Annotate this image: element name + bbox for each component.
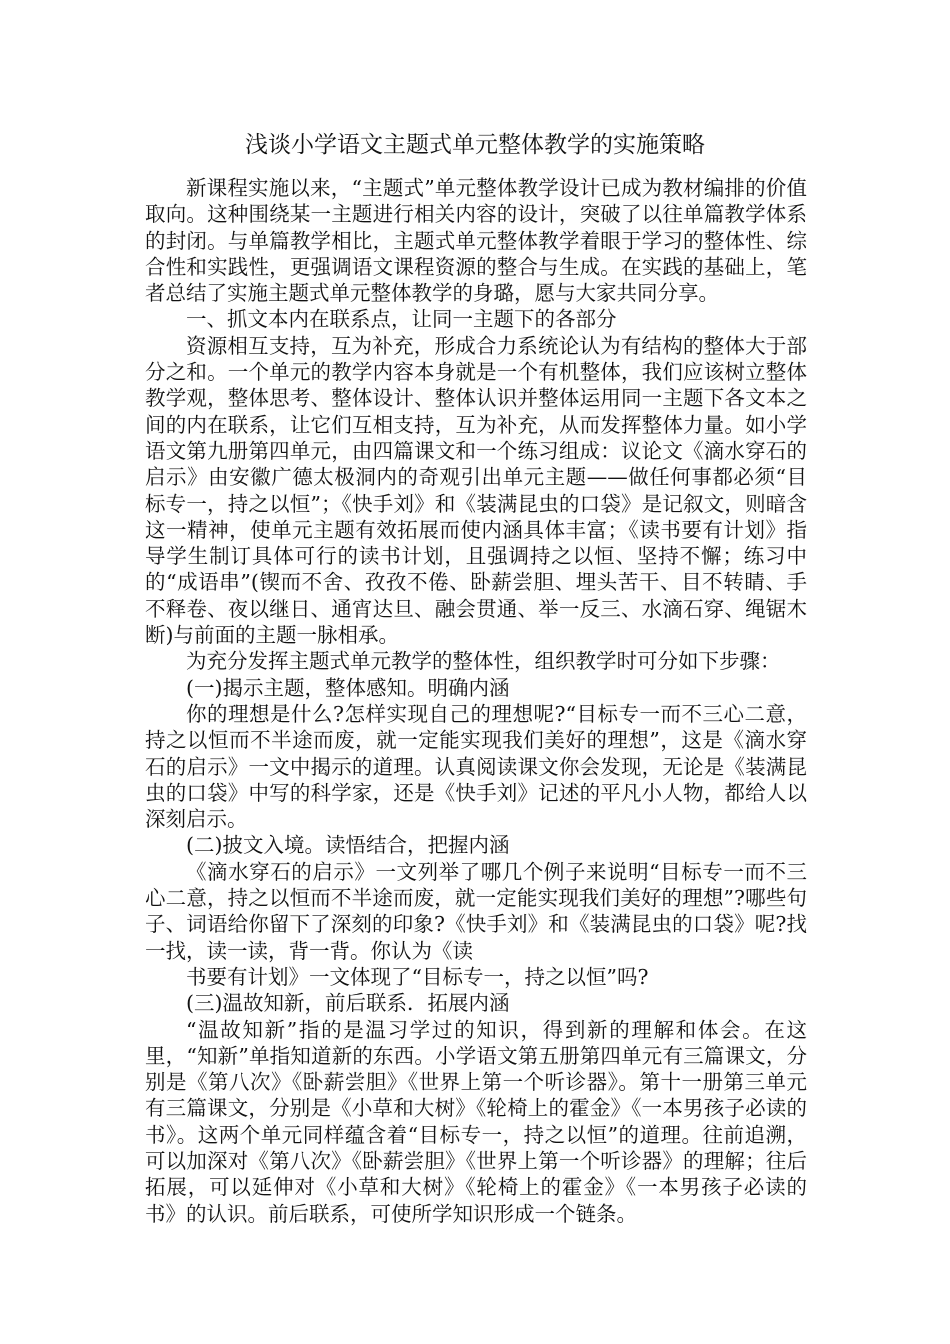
section-heading-1: 一、抓文本内在联系点，让同一主题下的各部分 xyxy=(186,307,617,332)
document-title: 浅谈小学语文主题式单元整体教学的实施策略 xyxy=(245,132,705,158)
paragraph-section-1: 资源相互支持，互为补充，形成合力系统论认为有结构的整体大于部分之和。一个单元的教学内容本身就是一个有机整体，我们应该树立整体教学观，整体思考、整体设计、整体认识并整体运用同一主题下各文本之间的内在联系，让它们互相支持，互为补充，从而发挥整体力量。如小学语文第九册第四单元，由四篇课文和一个练习组成：议论文《滴水穿石的启示》由安徽广德太极洞内的奇观引出单元主题——做任何事都必须“目标专一，持之以恒”；《快手刘》和《装满昆虫的口袋》是记叙文，则暗含这一精神，使单元主题有效拓展而使内涵具体丰富；《读书要有计划》指导学生制订具体可行的读书计划，且强调持之以恒、坚持不懈；练习中的“成语串”(锲而不舍、孜孜不倦、卧薪尝胆、埋头苦干、目不转睛、手不释卷、夜以继日、通宵达旦、融会贯通、举一反三、水滴石穿、绳锯木断)与前面的主题一脉相承。 xyxy=(145,333,807,648)
paragraph-step-1: 你的理想是什么?怎样实现自己的理想呢?“目标专一而不三心二意，持之以恒而不半途而废，就一定能实现我们美好的理想”，这是《滴水穿石的启示》一文中揭示的道理。认真阅读课文你会发现，无论是《装满昆虫的口袋》中写的科学家，还是《快手刘》记述的平凡小人物，都给人以深刻启示。 xyxy=(145,701,807,832)
document-body xyxy=(145,175,807,1227)
paragraph-step-2: 《滴水穿石的启示》一文列举了哪几个例子来说明“目标专一而不三心二意，持之以恒而不半途而废，就一定能实现我们美好的理想”?哪些句子、词语给你留下了深刻的印象?《快手刘》和《装满昆虫的口袋》呢?找一找，读一读，背一背。你认为《读 xyxy=(145,859,807,963)
paragraph-intro: 新课程实施以来，“主题式”单元整体教学设计已成为教材编排的价值取向。这种围绕某一主题进行相关内容的设计，突破了以往单篇教学体系的封闭。与单篇教学相比，主题式单元整体教学着眼于学习的整体性、综合性和实践性，更强调语文课程资源的整合与生成。在实践的基础上，笔者总结了实施主题式单元整体教学的身璐，愿与大家共同分享。 xyxy=(145,176,807,306)
step-heading-1: (一)揭示主题，整体感知。明确内涵 xyxy=(186,675,510,700)
paragraph-steps-intro: 为充分发挥主题式单元教学的整体性，组织教学时可分如下步骤： xyxy=(186,649,781,674)
step-heading-3: (三)温故知新，前后联系．拓展内涵 xyxy=(186,991,510,1016)
paragraph-step-3: “温故知新”指的是温习学过的知识，得到新的理解和体会。在这里，“知新”单指知道新的东西。小学语文第五册第四单元有三篇课文，分别是《第八次》《卧薪尝胆》《世界上第一个听诊器》。第十一册第三单元有三篇课文，分别是《小草和大树》《轮椅上的霍金》《一本男孩子必读的书》。这两个单元同样蕴含着“目标专一，持之以恒”的道理。往前追溯，可以加深对《第八次》《卧薪尝胆》《世界上第一个听诊器》的理解；往后拓展，可以延伸对《小草和大树》《轮椅上的霍金》《一本男孩子必读的书》的认识。前后联系，可使所学知识形成一个链条。 xyxy=(145,1017,807,1226)
step-heading-2: (二)披文入境。读悟结合，把握内涵 xyxy=(186,833,510,858)
paragraph-step-2-cont: 书要有计划》一文体现了“目标专一，持之以恒”吗? xyxy=(186,964,649,989)
